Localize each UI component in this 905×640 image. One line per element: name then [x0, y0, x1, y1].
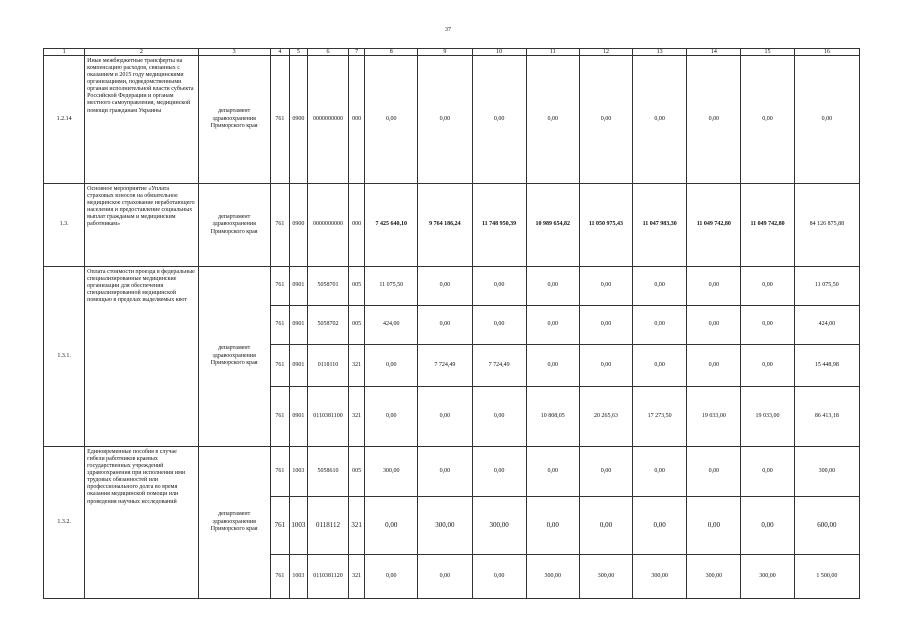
column-header: 10 — [472, 49, 526, 56]
column-header: 13 — [633, 49, 687, 56]
table-cell: 0,00 — [741, 447, 794, 497]
table-cell: 10 989 654,82 — [526, 184, 579, 267]
table-cell: 0,00 — [633, 306, 687, 345]
table-cell: 0,00 — [579, 447, 632, 497]
table-cell: 0,00 — [472, 387, 526, 447]
column-header: 15 — [741, 49, 794, 56]
table-cell: 0,00 — [794, 56, 859, 184]
table-cell: 0,00 — [365, 387, 418, 447]
table-cell: 0,00 — [526, 306, 579, 345]
table-cell: 0,00 — [418, 555, 472, 599]
table-cell: 0,00 — [526, 56, 579, 184]
row-number: 1.3. — [44, 184, 85, 267]
table-cell: 11 049 742,80 — [741, 184, 794, 267]
table-cell: 1003 — [289, 497, 307, 555]
table-cell: 19 033,00 — [741, 387, 794, 447]
table-cell: 0,00 — [365, 345, 418, 387]
table-cell: 0900 — [289, 56, 307, 184]
table-cell: 5058702 — [307, 306, 348, 345]
table-cell: 0,00 — [633, 345, 687, 387]
table-cell: 300,00 — [579, 555, 632, 599]
table-cell: 0,00 — [579, 267, 632, 306]
table-cell: 7 724,49 — [472, 345, 526, 387]
row-number: 1.3.1. — [44, 267, 85, 447]
table-cell: 20 265,63 — [579, 387, 632, 447]
table-cell: 0,00 — [418, 56, 472, 184]
table-cell: 0,00 — [526, 345, 579, 387]
column-header: 3 — [198, 49, 270, 56]
table-row — [44, 56, 860, 184]
table-cell: 10 808,05 — [526, 387, 579, 447]
table-cell: 0,00 — [579, 497, 632, 555]
table-cell: 0,00 — [687, 306, 741, 345]
table-cell: 0,00 — [472, 555, 526, 599]
column-header: 11 — [526, 49, 579, 56]
table-cell: 0118112 — [307, 497, 348, 555]
table-row — [44, 184, 860, 267]
column-header: 12 — [579, 49, 632, 56]
table-cell: 0,00 — [579, 306, 632, 345]
table-cell: 0,00 — [365, 56, 418, 184]
table-cell: 761 — [270, 387, 289, 447]
table-cell: 761 — [270, 555, 289, 599]
table-cell: 0000000000 — [307, 184, 348, 267]
table-cell: 761 — [270, 56, 289, 184]
table-cell: 0,00 — [526, 267, 579, 306]
table-cell: 300,00 — [526, 555, 579, 599]
table-cell: 86 413,18 — [794, 387, 859, 447]
table-cell: 0,00 — [526, 447, 579, 497]
row-number: 1.3.2. — [44, 447, 85, 599]
table-cell: 300,00 — [365, 447, 418, 497]
column-header: 2 — [85, 49, 198, 56]
table-cell: 424,00 — [794, 306, 859, 345]
table-cell: 11 075,50 — [794, 267, 859, 306]
table-cell: 9 764 186,24 — [418, 184, 472, 267]
table-cell: 0900 — [289, 184, 307, 267]
table-cell: 0,00 — [472, 447, 526, 497]
table-cell: 0000000000 — [307, 56, 348, 184]
table-cell: 17 273,50 — [633, 387, 687, 447]
table-cell: 0,00 — [741, 306, 794, 345]
table-cell: 761 — [270, 345, 289, 387]
table-cell: 0,00 — [633, 497, 687, 555]
column-header: 9 — [418, 49, 472, 56]
table-cell: 11 748 950,39 — [472, 184, 526, 267]
table-cell: 84 126 875,88 — [794, 184, 859, 267]
table-cell: 0,00 — [741, 497, 794, 555]
table-cell: 1003 — [289, 447, 307, 497]
table-cell: 0,00 — [633, 267, 687, 306]
table-cell: 0901 — [289, 267, 307, 306]
table-cell: 0,00 — [687, 345, 741, 387]
column-header: 5 — [289, 49, 307, 56]
table-cell: 0,00 — [365, 497, 418, 555]
table-cell: 5058701 — [307, 267, 348, 306]
table-cell: 761 — [270, 184, 289, 267]
table-cell: 600,00 — [794, 497, 859, 555]
table-cell: 0,00 — [579, 56, 632, 184]
activity-name: Единовременные пособия в случае гибели работников краевых государственных учреждений здравоохранения при исполнении ими трудовых обязанностей или профессионального долга во время оказания медицинской помощи или проведения научных исследований — [85, 447, 198, 599]
table-cell: 0,00 — [687, 56, 741, 184]
table-cell: 300,00 — [418, 497, 472, 555]
table-cell: 321 — [349, 497, 365, 555]
table-cell: 321 — [349, 345, 365, 387]
table-cell: 0,00 — [687, 497, 741, 555]
column-header: 6 — [307, 49, 348, 56]
table-cell: 15 448,98 — [794, 345, 859, 387]
table-cell: 0,00 — [687, 267, 741, 306]
table-cell: 300,00 — [794, 447, 859, 497]
activity-name: Основное мероприятие «Уплата страховых взносов на обязательное медицинское страхование неработающего населения и предоставление социальных выплат гражданам и медицинским работникам» — [85, 184, 198, 267]
table-row — [44, 267, 860, 306]
table-cell: 0110381120 — [307, 555, 348, 599]
table-cell: 0118110 — [307, 345, 348, 387]
table-cell: 321 — [349, 555, 365, 599]
table-cell: 300,00 — [472, 497, 526, 555]
department: департамент здравоохранения Приморского края — [198, 184, 270, 267]
table-cell: 0,00 — [365, 555, 418, 599]
table-cell: 11 047 983,30 — [633, 184, 687, 267]
table-cell: 300,00 — [687, 555, 741, 599]
table-cell: 0901 — [289, 387, 307, 447]
department: департамент здравоохранения Приморского края — [198, 447, 270, 599]
table-cell: 0110381100 — [307, 387, 348, 447]
table-cell: 0,00 — [579, 345, 632, 387]
table-cell: 1003 — [289, 555, 307, 599]
column-header: 16 — [794, 49, 859, 56]
department: департамент здравоохранения Приморского края — [198, 56, 270, 184]
table-cell: 321 — [349, 387, 365, 447]
table-cell: 000 — [349, 184, 365, 267]
table-cell: 424,00 — [365, 306, 418, 345]
table-cell: 0,00 — [633, 56, 687, 184]
column-header: 7 — [349, 49, 365, 56]
table-cell: 0,00 — [472, 267, 526, 306]
table-cell: 11 075,50 — [365, 267, 418, 306]
table-cell: 0,00 — [472, 56, 526, 184]
column-header: 4 — [270, 49, 289, 56]
table-row — [44, 447, 860, 497]
table-cell: 0,00 — [741, 267, 794, 306]
activity-name: Иные межбюджетные трансферты на компенсацию расходов, связанных с оказанием в 2015 году медицинскими организациями, подведомственными органам исполнительной власти субъекта Российской Федерации и органам местного самоуправления, медицинской помощи гражданам Украины — [85, 56, 198, 184]
table-cell: 000 — [349, 56, 365, 184]
column-header: 14 — [687, 49, 741, 56]
table-cell: 0901 — [289, 306, 307, 345]
table-cell: 0,00 — [418, 387, 472, 447]
table-cell: 1 500,00 — [794, 555, 859, 599]
table-cell: 11 049 742,80 — [687, 184, 741, 267]
table-cell: 300,00 — [741, 555, 794, 599]
table-cell: 761 — [270, 497, 289, 555]
table-cell: 0,00 — [633, 447, 687, 497]
table-cell: 11 050 975,43 — [579, 184, 632, 267]
header-row — [44, 49, 860, 56]
department: департамент здравоохранения Приморского края — [198, 267, 270, 447]
table-cell: 0,00 — [418, 306, 472, 345]
table-cell: 005 — [349, 447, 365, 497]
page-number: 37 — [445, 27, 451, 33]
row-number: 1.2.14 — [44, 56, 85, 184]
table-cell: 005 — [349, 306, 365, 345]
column-header: 8 — [365, 49, 418, 56]
table-cell: 0901 — [289, 345, 307, 387]
table-cell: 761 — [270, 447, 289, 497]
table-cell: 0,00 — [418, 267, 472, 306]
table-cell: 7 724,49 — [418, 345, 472, 387]
table-cell: 761 — [270, 267, 289, 306]
table-cell: 19 033,00 — [687, 387, 741, 447]
activity-name: Оплата стоимости проезда в федеральные специализированные медицинские организации для обеспечения специализированной медицинской помощью в пределах выделяемых квот — [85, 267, 198, 447]
table-cell: 761 — [270, 306, 289, 345]
table-cell: 0,00 — [741, 56, 794, 184]
table-cell: 5058610 — [307, 447, 348, 497]
table-cell: 005 — [349, 267, 365, 306]
table-cell: 0,00 — [472, 306, 526, 345]
table-cell: 0,00 — [526, 497, 579, 555]
column-header: 1 — [44, 49, 85, 56]
table-cell: 0,00 — [418, 447, 472, 497]
table-cell: 0,00 — [687, 447, 741, 497]
budget-table — [43, 48, 860, 599]
table-cell: 0,00 — [741, 345, 794, 387]
table-cell: 300,00 — [633, 555, 687, 599]
table-cell: 7 425 640,10 — [365, 184, 418, 267]
